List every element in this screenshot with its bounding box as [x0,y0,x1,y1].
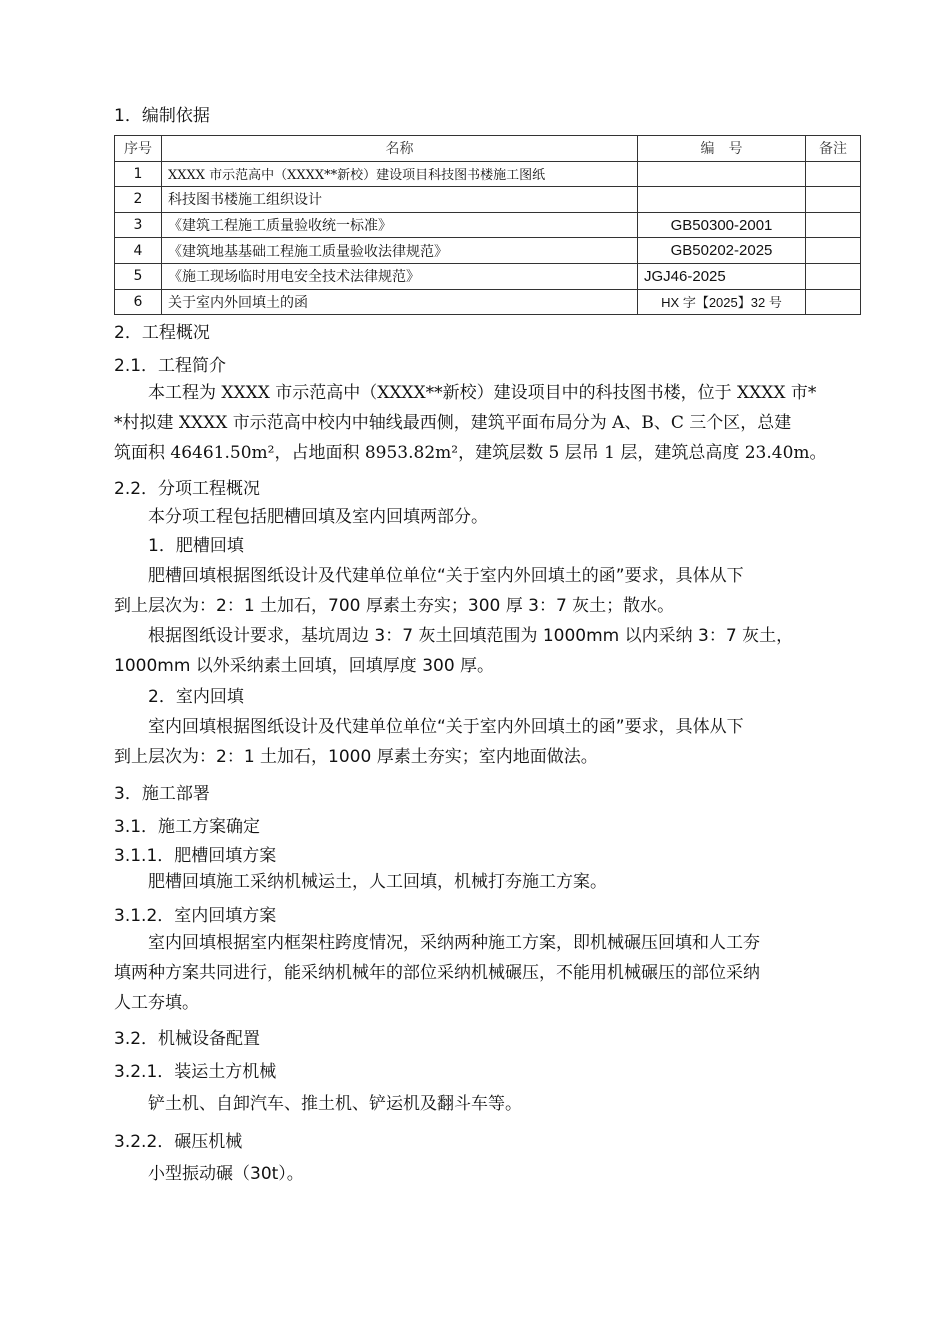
row-name: 《建筑工程施工质量验收统一标准》 [162,212,638,238]
text-line: 到上层次为：2：1 土加石，700 厚素土夯实；300 厚 3：7 灰土；散水。 [114,596,675,616]
text-line: 本工程为 XXXX 市示范高中（XXXX**新校）建设项目中的科技图书楼，位于 XXXX 市* [114,383,817,403]
paragraph-earth-machinery [114,1089,862,1119]
text-line: 1．肥槽回填 [114,536,244,556]
heading-equipment: 3.2．机械设备配置 [114,1029,261,1049]
row-note [806,263,861,289]
heading-subproject: 2.2．分项工程概况 [114,479,261,499]
row-code: GB50202-2025 [638,238,806,264]
row-note [806,289,861,315]
header-code: 编 号 [638,136,806,162]
row-no: 1 [115,161,162,187]
row-note [806,187,861,213]
heading-plan: 3.1．施工方案确定 [114,817,261,837]
text-line: 人工夯填。 [114,993,199,1013]
header-name: 名称 [162,136,638,162]
paragraph-indoor-plan [114,928,862,1018]
paragraph-compaction-machinery [114,1159,862,1189]
row-code: GB50300-2001 [638,212,806,238]
row-name: XXXX 市示范高中（XXXX**新校）建设项目科技图书楼施工图纸 [162,161,638,187]
text-line: *村拟建 XXXX 市示范高中校内中轴线最西侧，建筑平面布局分为 A、B、C 三个区，总建 [114,413,792,433]
row-no: 3 [115,212,162,238]
text-line: 室内回填根据室内框架柱跨度情况，采纳两种施工方案，即机械碾压回填和人工夯 [114,933,760,953]
text-line: 铲土机、自卸汽车、推土机、铲运机及翻斗车等。 [114,1094,522,1114]
row-name: 关于室内外回填土的函 [162,289,638,315]
text-line: 室内回填根据图纸设计及代建单位单位“关于室内外回填土的函”要求，具体从下 [114,717,744,737]
paragraph-foundation-plan [114,867,862,897]
row-no: 6 [115,289,162,315]
row-code: HX 字【2025】32 号 [638,289,806,315]
row-note [806,161,861,187]
heading-foundation-plan: 3.1.1．肥槽回填方案 [114,846,277,866]
reference-table [114,135,861,315]
paragraph-foundation-backfill [114,561,862,621]
row-code [638,187,806,213]
text-line: 小型振动碾（30t）。 [114,1164,304,1184]
table-row [115,161,861,187]
paragraph-indoor-backfill [114,712,862,772]
header-note: 备注 [806,136,861,162]
item-title-foundation-backfill [114,531,862,561]
text-line: 根据图纸设计要求，基坑周边 3：7 灰土回填范围为 1000mm 以内采纳 3：7 灰土， [114,626,794,646]
heading-deployment: 3．施工部署 [114,784,210,804]
text-line: 肥槽回填施工采纳机械运土，人工回填，机械打夯施工方案。 [114,872,607,892]
table-row [115,212,861,238]
table-row [115,289,861,315]
text-line: 筑面积 46461.50m²，占地面积 8953.82m²，建筑层数 5 层吊 1 层，建筑总高度 23.40m。 [114,443,827,463]
row-note [806,238,861,264]
table-header-row [115,136,861,162]
text-line: 2．室内回填 [114,687,244,707]
row-note [806,212,861,238]
row-no: 2 [115,187,162,213]
header-no: 序号 [115,136,162,162]
heading-compaction-machinery: 3.2.2．碾压机械 [114,1132,243,1152]
row-no: 4 [115,238,162,264]
heading-basis: 1．编制依据 [114,106,210,126]
table-row [115,238,861,264]
row-name: 科技图书楼施工组织设计 [162,187,638,213]
heading-earth-machinery: 3.2.1．装运土方机械 [114,1062,277,1082]
paragraph-subproject-intro [114,502,862,532]
text-line: 填两种方案共同进行，能采纳机械年的部位采纳机械碾压，不能用机械碾压的部位采纳 [114,963,760,983]
text-line: 本分项工程包括肥槽回填及室内回填两部分。 [114,507,488,527]
item-title-indoor-backfill [114,682,862,712]
row-name: 《施工现场临时用电安全技术法律规范》 [162,263,638,289]
text-line: 肥槽回填根据图纸设计及代建单位单位“关于室内外回填土的函”要求，具体从下 [114,566,744,586]
row-code [638,161,806,187]
paragraph-project-intro [114,378,862,468]
row-no: 5 [115,263,162,289]
heading-project-intro: 2.1．工程简介 [114,356,227,376]
paragraph-lime-soil-range [114,621,862,681]
text-line: 到上层次为：2：1 土加石，1000 厚素土夯实；室内地面做法。 [114,747,598,767]
row-name: 《建筑地基基础工程施工质量验收法律规范》 [162,238,638,264]
text-line: 1000mm 以外采纳素土回填，回填厚度 300 厚。 [114,656,495,676]
table-row [115,187,861,213]
heading-overview: 2．工程概况 [114,323,210,343]
row-code: JGJ46-2025 [638,263,806,289]
table-row [115,263,861,289]
heading-indoor-plan: 3.1.2．室内回填方案 [114,906,277,926]
